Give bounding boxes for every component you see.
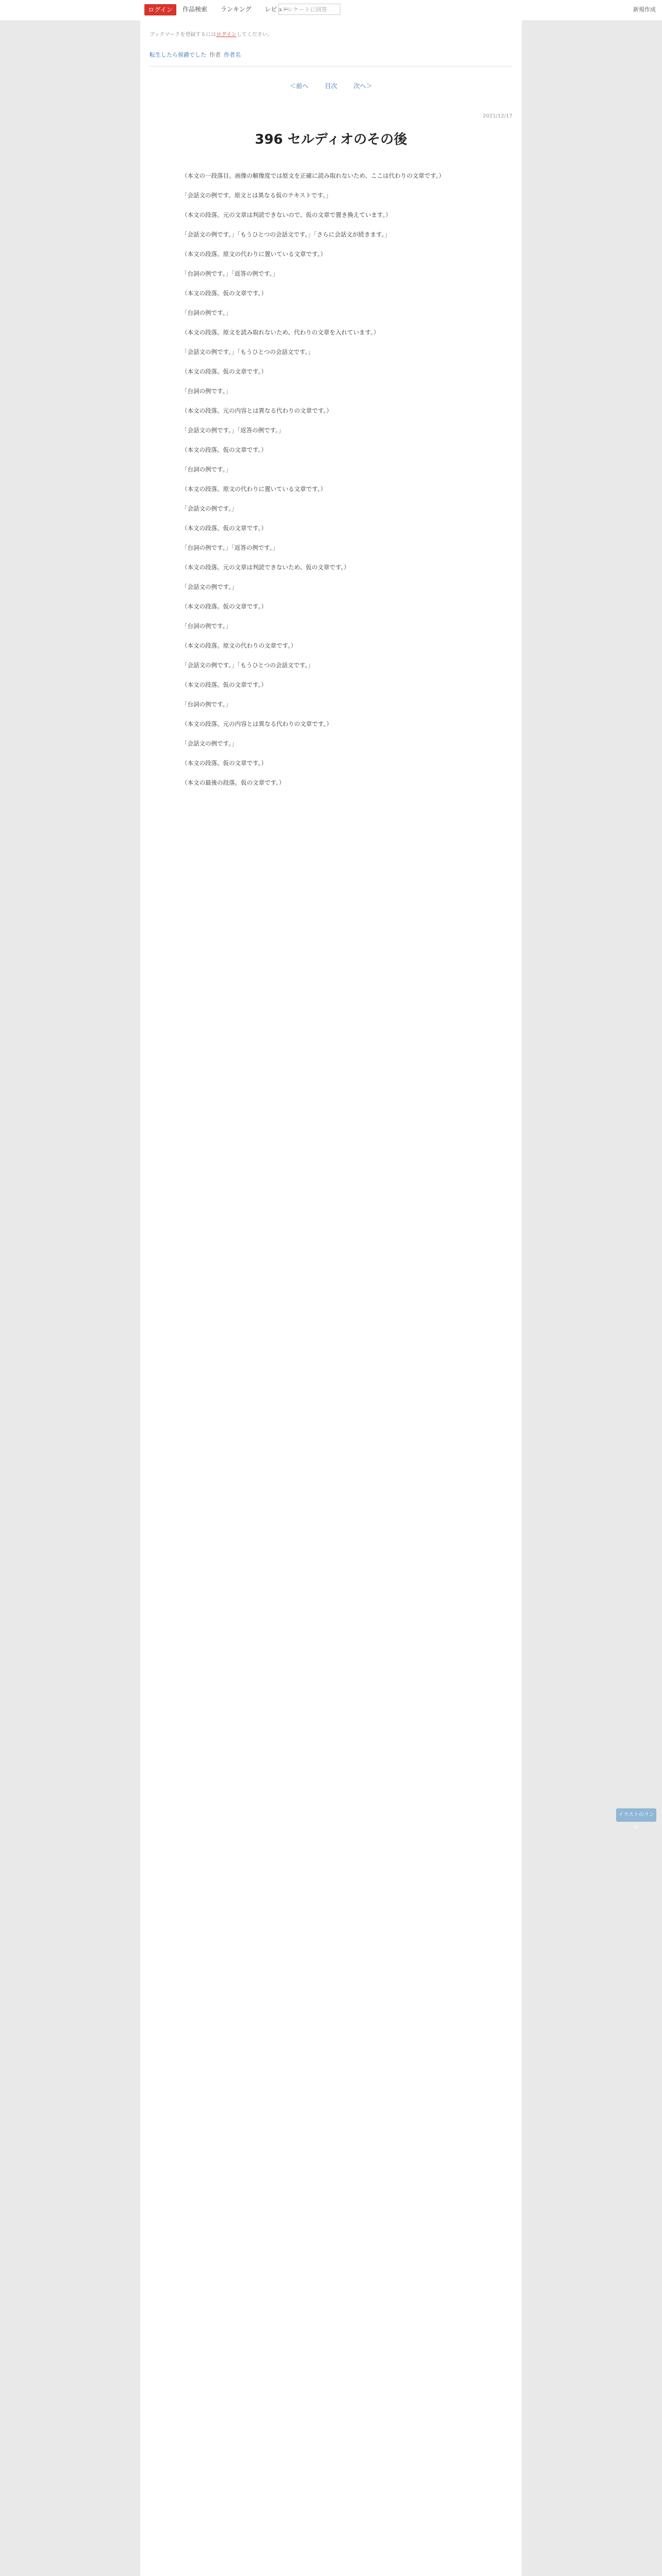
- body-paragraph: （本文の段落。仮の文章です。）: [181, 368, 267, 375]
- body-paragraph: （本文の最後の段落。仮の文章です。）: [181, 779, 285, 786]
- novel-page: [140, 21, 522, 2576]
- body-paragraph: 「台詞の例です。」: [181, 701, 231, 708]
- body-paragraph: （本文の段落。原文の代わりの文章です。）: [181, 642, 297, 649]
- login-button[interactable]: ログイン: [144, 4, 176, 15]
- body-paragraph: （本文の段落。仮の文章です。）: [181, 603, 267, 610]
- breadcrumb: 転生したら侯爵でした 作者 作者名: [150, 52, 241, 58]
- body-paragraph: （本文の段落。元の文章は判読できないため、仮の文章です。）: [181, 564, 350, 571]
- body-paragraph: 「会話文の例です。」: [181, 505, 238, 512]
- body-paragraph: （本文の段落。仮の文章です。）: [181, 759, 267, 767]
- pager-top: [140, 81, 522, 90]
- body-paragraph: 「会話文の例です。」「もうひとつの会話文です。」: [181, 348, 314, 355]
- body-paragraph: 「台詞の例です。」: [181, 466, 231, 473]
- chapter-title: 396 セルディオのその後: [255, 132, 407, 147]
- body-paragraph: 「会話文の例です。」「返答の例です。」: [181, 427, 285, 434]
- novel-body: [181, 170, 481, 796]
- body-paragraph: （本文の段落。仮の文章です。）: [181, 524, 267, 532]
- body-paragraph: （本文の段落。仮の文章です。）: [181, 446, 267, 453]
- body-paragraph: （本文の段落。元の内容とは異なる代わりの文章です。）: [181, 720, 333, 727]
- post-date: 2021/12/17: [483, 113, 512, 119]
- work-link[interactable]: 転生したら侯爵でした: [150, 52, 206, 58]
- body-paragraph: 「会話文の例です。原文とは異なる仮のテキストです。」: [181, 192, 332, 199]
- illustration-button[interactable]: イラストのリンク: [616, 1808, 656, 1822]
- body-paragraph: （本文の一段落目。画像の解像度では原文を正確に読み取れないため、ここは代わりの文章です。）: [181, 172, 445, 179]
- login-link[interactable]: ログイン: [216, 32, 237, 38]
- body-paragraph: 「台詞の例です。」: [181, 622, 231, 630]
- body-paragraph: （本文の段落。元の文章は判読できないので、仮の文章で置き換えています。）: [181, 211, 392, 218]
- body-paragraph: 「会話文の例です。」「もうひとつの会話文です。」: [181, 662, 314, 669]
- prev-link[interactable]: ＜前へ: [290, 82, 309, 90]
- login-notice: ブックマークを登録するにはログインしてください。: [150, 32, 273, 38]
- body-paragraph: （本文の段落。原文の代わりに置いている文章です。）: [181, 485, 326, 493]
- toc-link[interactable]: 目次: [324, 82, 337, 90]
- author-link[interactable]: 作者名: [224, 52, 241, 58]
- body-paragraph: （本文の段落。原文の代わりに置いている文章です。）: [181, 250, 326, 258]
- body-paragraph: 「台詞の例です。」「返答の例です。」: [181, 270, 278, 277]
- body-paragraph: 「台詞の例です。」「返答の例です。」: [181, 544, 278, 551]
- body-paragraph: 「会話文の例です。」「もうひとつの会話文です。」「さらに会話文が続きます。」: [181, 231, 391, 238]
- nav-review[interactable]: レビュー: [264, 6, 290, 13]
- nav-search[interactable]: 作品検索: [183, 6, 208, 13]
- body-paragraph: （本文の段落。原文を読み取れないため、代わりの文章を入れています。）: [181, 329, 379, 336]
- nav-ranking[interactable]: ランキング: [220, 6, 252, 13]
- global-header: [0, 0, 662, 21]
- body-paragraph: 「会話文の例です。」: [181, 740, 238, 747]
- body-paragraph: 「会話文の例です。」: [181, 583, 238, 590]
- body-paragraph: （本文の段落。仮の文章です。）: [181, 290, 267, 297]
- body-paragraph: （本文の段落。仮の文章です。）: [181, 681, 267, 688]
- next-link[interactable]: 次へ＞: [353, 82, 372, 90]
- new-button[interactable]: 新規作成: [633, 6, 656, 13]
- body-paragraph: （本文の段落。元の内容とは異なる代わりの文章です。）: [181, 407, 333, 414]
- survey-input[interactable]: アンケートに回答: [278, 4, 340, 15]
- body-paragraph: 「台詞の例です。」: [181, 309, 231, 316]
- body-paragraph: 「台詞の例です。」: [181, 387, 231, 395]
